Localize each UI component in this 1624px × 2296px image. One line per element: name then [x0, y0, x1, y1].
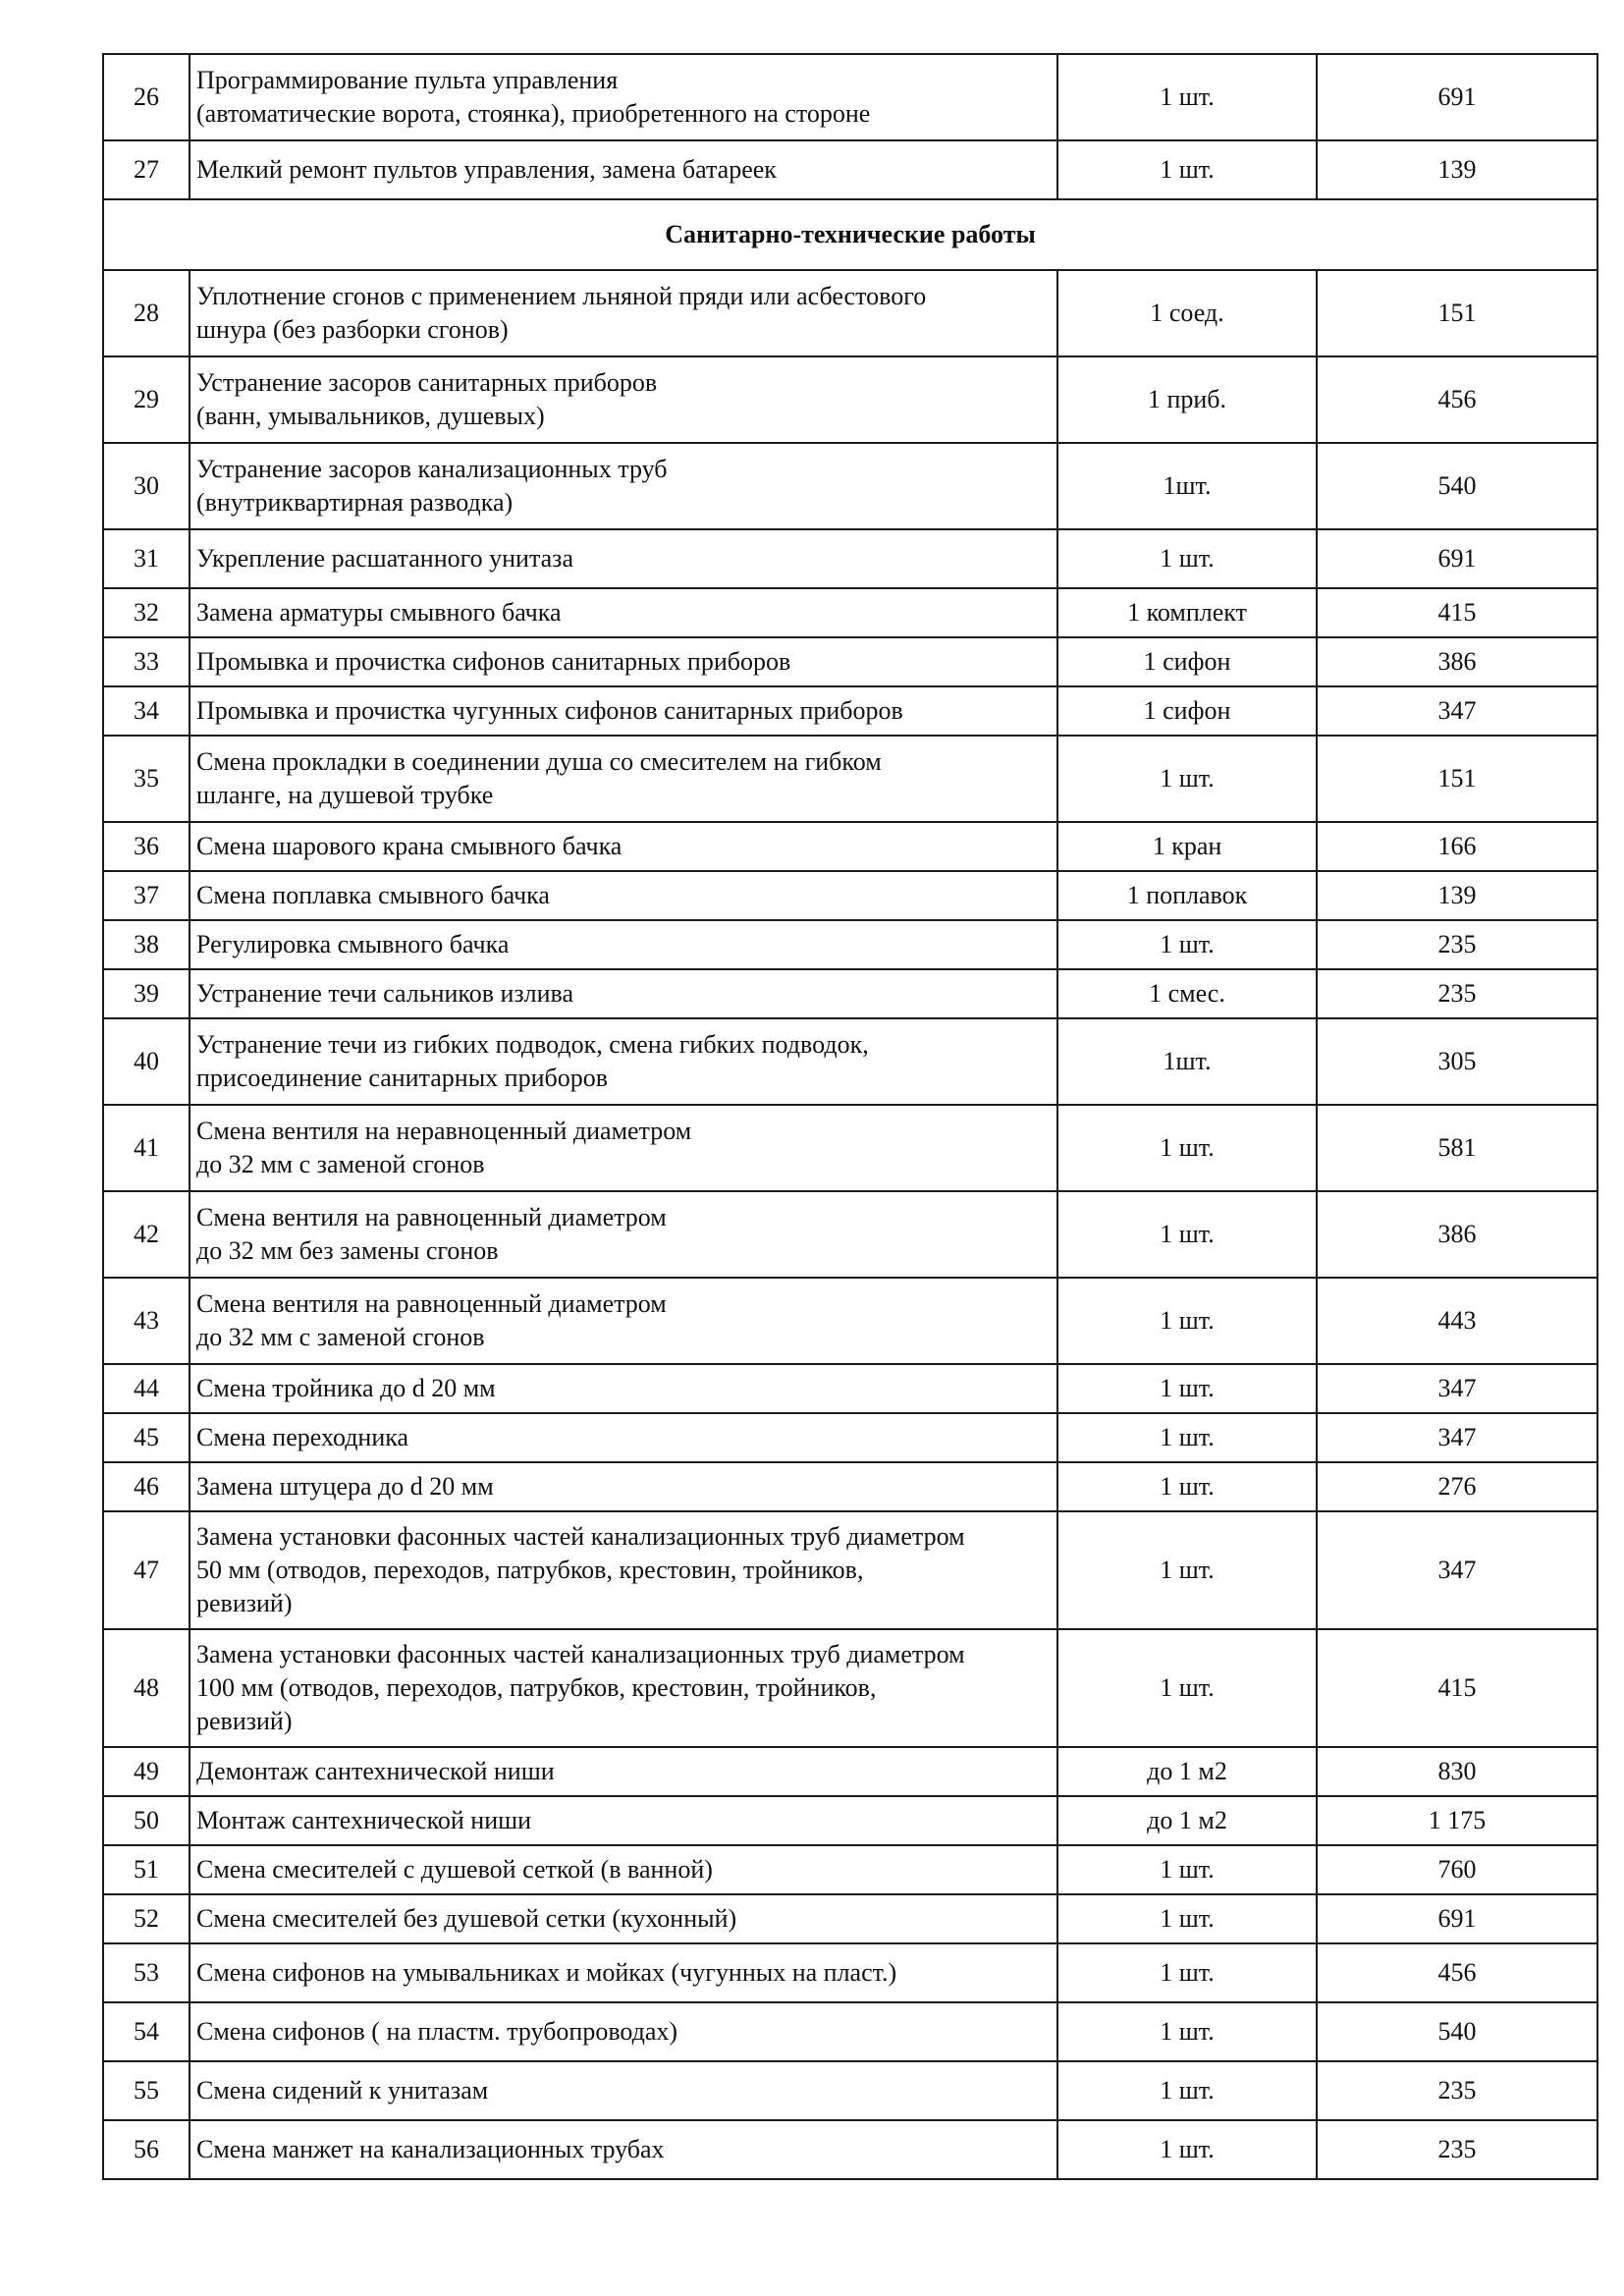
service-name [189, 1894, 1057, 1943]
table-row [103, 920, 1597, 969]
price: 386 [1317, 637, 1597, 686]
service-name [189, 1018, 1057, 1105]
table-row [103, 54, 1597, 140]
service-name-line: Смена сифонов ( на пластм. трубопроводах) [196, 2017, 678, 2046]
price: 691 [1317, 1894, 1597, 1943]
service-name-line: до 32 мм без замены сгонов [196, 1236, 499, 1265]
price: 386 [1317, 1191, 1597, 1278]
service-name [189, 2061, 1057, 2120]
unit-of-measure: 1 шт. [1057, 2061, 1317, 2120]
service-name-line: Устранение засоров канализационных труб [196, 455, 668, 483]
service-name-line: (внутриквартирная разводка) [196, 488, 514, 517]
row-number: 27 [103, 140, 189, 199]
service-name-line: Смена вентиля на неравноценный диаметром [196, 1117, 692, 1145]
table-row [103, 2061, 1597, 2120]
table-row [103, 1894, 1597, 1943]
table-row [103, 1278, 1597, 1364]
price: 235 [1317, 969, 1597, 1018]
unit-of-measure: 1 шт. [1057, 920, 1317, 969]
table-row [103, 443, 1597, 529]
unit-of-measure: 1 шт. [1057, 1943, 1317, 2002]
price: 415 [1317, 588, 1597, 637]
service-name-line: (ванн, умывальников, душевых) [196, 402, 545, 430]
unit-of-measure: 1 шт. [1057, 1511, 1317, 1629]
service-name-line: ревизий) [196, 1589, 293, 1617]
service-name-line: Смена тройника до d 20 мм [196, 1374, 496, 1402]
section-header-group [103, 199, 1597, 270]
table-row [103, 1796, 1597, 1845]
service-name [189, 1191, 1057, 1278]
service-name-line: Уплотнение сгонов с применением льняной пряди или асбестового [196, 282, 927, 310]
price: 305 [1317, 1018, 1597, 1105]
row-number: 50 [103, 1796, 189, 1845]
unit-of-measure: 1 сифон [1057, 637, 1317, 686]
row-number: 41 [103, 1105, 189, 1191]
table-row [103, 270, 1597, 356]
table-row [103, 1191, 1597, 1278]
service-name [189, 871, 1057, 920]
service-name [189, 1511, 1057, 1629]
table-row [103, 1747, 1597, 1796]
price: 347 [1317, 1364, 1597, 1413]
unit-of-measure: 1 шт. [1057, 2120, 1317, 2179]
table-row [103, 2002, 1597, 2061]
table-row [103, 529, 1597, 588]
row-number: 29 [103, 356, 189, 443]
service-name-line: Замена штуцера до d 20 мм [196, 1472, 494, 1501]
price: 347 [1317, 1413, 1597, 1462]
unit-of-measure: 1 шт. [1057, 2002, 1317, 2061]
table-body-plumbing [103, 270, 1597, 2179]
unit-of-measure: 1 комплект [1057, 588, 1317, 637]
service-name-line: Устранение засоров санитарных приборов [196, 368, 658, 397]
unit-of-measure: 1 шт. [1057, 1894, 1317, 1943]
service-name-line: Смена сидений к унитазам [196, 2076, 489, 2105]
price: 235 [1317, 2061, 1597, 2120]
row-number: 47 [103, 1511, 189, 1629]
service-name-line: Промывка и прочистка чугунных сифонов санитарных приборов [196, 696, 903, 725]
service-name [189, 2120, 1057, 2179]
service-name [189, 140, 1057, 199]
row-number: 35 [103, 736, 189, 822]
service-name [189, 969, 1057, 1018]
table-row [103, 140, 1597, 199]
price: 760 [1317, 1845, 1597, 1894]
service-name [189, 1943, 1057, 2002]
unit-of-measure: 1 шт. [1057, 1105, 1317, 1191]
price: 166 [1317, 822, 1597, 871]
table-row [103, 686, 1597, 736]
table-row [103, 1364, 1597, 1413]
service-name [189, 920, 1057, 969]
row-number: 38 [103, 920, 189, 969]
unit-of-measure: 1 приб. [1057, 356, 1317, 443]
table-row [103, 1629, 1597, 1747]
service-name-line: Демонтаж сантехнической ниши [196, 1757, 555, 1785]
section-header-row [103, 199, 1597, 270]
service-name [189, 822, 1057, 871]
price: 1 175 [1317, 1796, 1597, 1845]
service-name-line: Устранение течи из гибких подводок, смена гибких подводок, [196, 1030, 869, 1059]
row-number: 53 [103, 1943, 189, 2002]
unit-of-measure: 1шт. [1057, 1018, 1317, 1105]
price: 443 [1317, 1278, 1597, 1364]
table-row [103, 2120, 1597, 2179]
service-name-line: Регулировка смывного бачка [196, 930, 510, 958]
price: 830 [1317, 1747, 1597, 1796]
service-name-line: Замена арматуры смывного бачка [196, 598, 562, 627]
unit-of-measure: до 1 м2 [1057, 1747, 1317, 1796]
price: 581 [1317, 1105, 1597, 1191]
row-number: 39 [103, 969, 189, 1018]
unit-of-measure: 1 шт. [1057, 140, 1317, 199]
row-number: 48 [103, 1629, 189, 1747]
service-name [189, 1845, 1057, 1894]
price: 276 [1317, 1462, 1597, 1511]
unit-of-measure: 1 шт. [1057, 1845, 1317, 1894]
service-name [189, 736, 1057, 822]
table-row [103, 736, 1597, 822]
row-number: 49 [103, 1747, 189, 1796]
service-name-line: до 32 мм с заменой сгонов [196, 1150, 485, 1178]
service-name [189, 1105, 1057, 1191]
row-number: 32 [103, 588, 189, 637]
unit-of-measure: 1 шт. [1057, 529, 1317, 588]
service-name-line: Программирование пульта управления [196, 66, 619, 94]
table-row [103, 588, 1597, 637]
price: 139 [1317, 140, 1597, 199]
service-name [189, 270, 1057, 356]
table-row [103, 871, 1597, 920]
price: 691 [1317, 529, 1597, 588]
row-number: 26 [103, 54, 189, 140]
unit-of-measure: 1 поплавок [1057, 871, 1317, 920]
service-name-line: Смена смесителей с душевой сеткой (в ванной) [196, 1855, 713, 1884]
service-name [189, 443, 1057, 529]
service-name-line: Смена переходника [196, 1423, 409, 1451]
price: 235 [1317, 2120, 1597, 2179]
service-name [189, 686, 1057, 736]
table-row [103, 637, 1597, 686]
row-number: 51 [103, 1845, 189, 1894]
unit-of-measure: 1 шт. [1057, 54, 1317, 140]
service-name-line: 100 мм (отводов, переходов, патрубков, крестовин, тройников, [196, 1673, 877, 1702]
service-name-line: Монтаж сантехнической ниши [196, 1806, 532, 1834]
row-number: 37 [103, 871, 189, 920]
service-name-line: ревизий) [196, 1707, 293, 1735]
row-number: 43 [103, 1278, 189, 1364]
price: 347 [1317, 686, 1597, 736]
service-name-line: Смена вентиля на равноценный диаметром [196, 1203, 667, 1231]
row-number: 46 [103, 1462, 189, 1511]
table-row [103, 1105, 1597, 1191]
section-title: Санитарно-технические работы [103, 199, 1597, 270]
price: 691 [1317, 54, 1597, 140]
document-page [102, 53, 1597, 2180]
service-name [189, 588, 1057, 637]
service-name [189, 356, 1057, 443]
service-name-line: Смена шарового крана смывного бачка [196, 832, 623, 860]
service-name-line: Смена смесителей без душевой сетки (кухонный) [196, 1904, 737, 1933]
unit-of-measure: до 1 м2 [1057, 1796, 1317, 1845]
row-number: 55 [103, 2061, 189, 2120]
service-name-line: Мелкий ремонт пультов управления, замена батареек [196, 155, 777, 184]
table-row [103, 1413, 1597, 1462]
unit-of-measure: 1 кран [1057, 822, 1317, 871]
service-name-line: Смена прокладки в соединении душа со смесителем на гибком [196, 747, 882, 776]
unit-of-measure: 1 шт. [1057, 1413, 1317, 1462]
service-name-line: шланге, на душевой трубке [196, 781, 494, 809]
price: 456 [1317, 1943, 1597, 2002]
service-name [189, 1278, 1057, 1364]
unit-of-measure: 1 шт. [1057, 1191, 1317, 1278]
table-row [103, 356, 1597, 443]
service-name [189, 1364, 1057, 1413]
service-name [189, 2002, 1057, 2061]
unit-of-measure: 1 смес. [1057, 969, 1317, 1018]
price: 540 [1317, 2002, 1597, 2061]
service-name [189, 529, 1057, 588]
row-number: 52 [103, 1894, 189, 1943]
service-name-line: Смена сифонов на умывальниках и мойках (чугунных на пласт.) [196, 1958, 897, 1987]
unit-of-measure: 1 шт. [1057, 1462, 1317, 1511]
service-name-line: Промывка и прочистка сифонов санитарных приборов [196, 647, 791, 676]
service-name [189, 637, 1057, 686]
service-name-line: Смена вентиля на равноценный диаметром [196, 1289, 667, 1318]
price: 235 [1317, 920, 1597, 969]
service-name-line: до 32 мм с заменой сгонов [196, 1323, 485, 1351]
service-name [189, 1413, 1057, 1462]
unit-of-measure: 1 шт. [1057, 1364, 1317, 1413]
service-name-line: Смена поплавка смывного бачка [196, 881, 550, 909]
price: 151 [1317, 270, 1597, 356]
row-number: 45 [103, 1413, 189, 1462]
price: 347 [1317, 1511, 1597, 1629]
row-number: 30 [103, 443, 189, 529]
price: 540 [1317, 443, 1597, 529]
table-row [103, 1845, 1597, 1894]
service-name-line: (автоматические ворота, стоянка), приобретенного на стороне [196, 99, 871, 128]
unit-of-measure: 1 сифон [1057, 686, 1317, 736]
unit-of-measure: 1 соед. [1057, 270, 1317, 356]
service-name-line: Замена установки фасонных частей канализационных труб диаметром [196, 1522, 965, 1551]
table-row [103, 822, 1597, 871]
row-number: 33 [103, 637, 189, 686]
unit-of-measure: 1шт. [1057, 443, 1317, 529]
price: 415 [1317, 1629, 1597, 1747]
table-body-upper [103, 54, 1597, 199]
service-name-line: Устранение течи сальников излива [196, 979, 574, 1008]
service-name-line: присоединение санитарных приборов [196, 1064, 609, 1092]
service-name [189, 1796, 1057, 1845]
table-row [103, 1462, 1597, 1511]
table-row [103, 1018, 1597, 1105]
row-number: 42 [103, 1191, 189, 1278]
row-number: 36 [103, 822, 189, 871]
row-number: 28 [103, 270, 189, 356]
unit-of-measure: 1 шт. [1057, 1278, 1317, 1364]
service-name-line: Укрепление расшатанного унитаза [196, 544, 573, 573]
service-name [189, 1462, 1057, 1511]
row-number: 31 [103, 529, 189, 588]
service-name-line: 50 мм (отводов, переходов, патрубков, крестовин, тройников, [196, 1556, 864, 1584]
service-name [189, 54, 1057, 140]
unit-of-measure: 1 шт. [1057, 1629, 1317, 1747]
service-name-line: Замена установки фасонных частей канализационных труб диаметром [196, 1640, 965, 1668]
row-number: 54 [103, 2002, 189, 2061]
service-name-line: шнура (без разборки сгонов) [196, 315, 509, 344]
price: 139 [1317, 871, 1597, 920]
table-row [103, 969, 1597, 1018]
price: 151 [1317, 736, 1597, 822]
service-name [189, 1747, 1057, 1796]
row-number: 56 [103, 2120, 189, 2179]
unit-of-measure: 1 шт. [1057, 736, 1317, 822]
table-row [103, 1943, 1597, 2002]
table-row [103, 1511, 1597, 1629]
row-number: 34 [103, 686, 189, 736]
price: 456 [1317, 356, 1597, 443]
row-number: 40 [103, 1018, 189, 1105]
row-number: 44 [103, 1364, 189, 1413]
service-name [189, 1629, 1057, 1747]
service-name-line: Смена манжет на канализационных трубах [196, 2135, 665, 2163]
price-table [102, 53, 1598, 2180]
